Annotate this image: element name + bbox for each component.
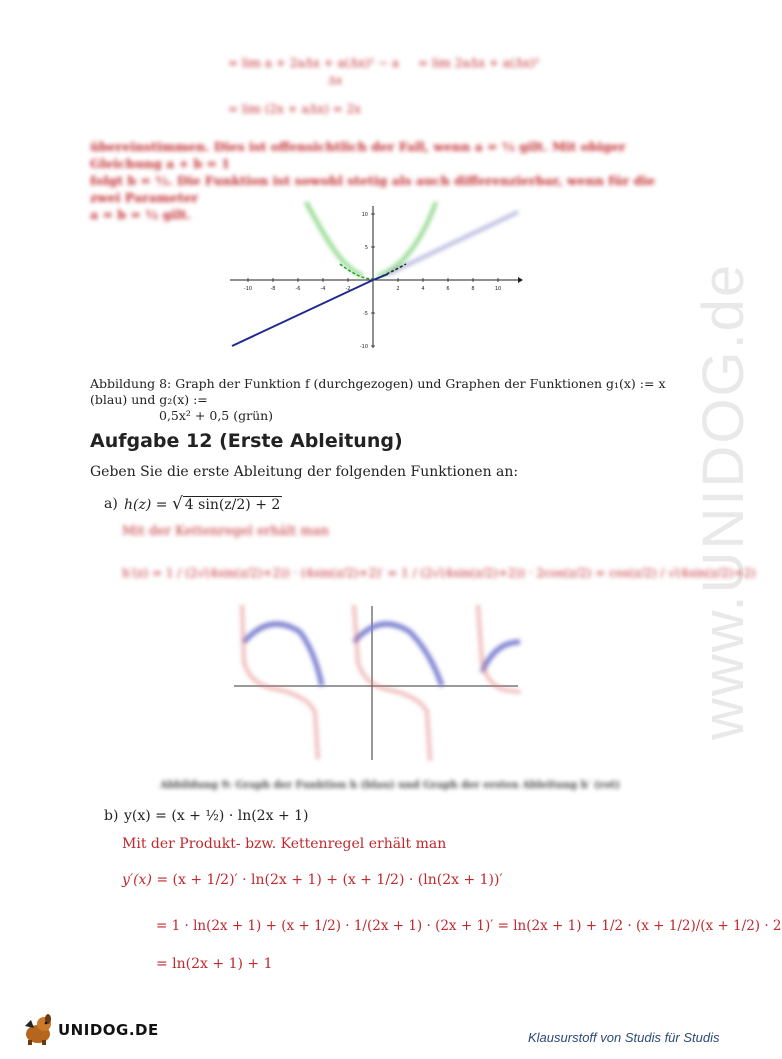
part-a-label: a) — [104, 496, 118, 512]
dog-icon — [22, 1014, 56, 1046]
x-tick-label: -10 — [243, 286, 253, 292]
x-axis-arrow — [518, 277, 523, 283]
eq1-left: = lim a + 2aΔx + a(Δx)² − a — [228, 56, 400, 70]
part-b-line1 — [122, 872, 503, 888]
part-b-function: y(x) = (x + ½) · ln(2x + 1) — [124, 808, 309, 824]
footer-tagline: Klausurstoff von Studis für Studis — [528, 1030, 720, 1045]
y-tick-label: 5 — [364, 245, 368, 251]
footer-logo — [22, 1014, 159, 1046]
blue-line — [232, 274, 388, 346]
para-line-2: folgt b = ½. Die Funktion ist sowohl stetig als auch differenzierbar, wenn für die zwei Parameter — [90, 173, 656, 205]
x-tick-label: -8 — [270, 286, 276, 292]
part-b-label: b) — [104, 808, 119, 824]
green-parabola-left — [306, 202, 363, 276]
x-tick-label: -4 — [320, 286, 326, 292]
part-a-lhs: h(z) = — [124, 497, 172, 513]
section-title: Aufgabe 12 (Erste Ableitung) — [90, 430, 403, 452]
x-tick-label: 4 — [421, 286, 425, 292]
blue-arc-3 — [482, 642, 520, 672]
section-intro: Geben Sie die erste Ableitung der folgenden Funktionen an: — [90, 464, 519, 480]
red-curve-1 — [242, 606, 318, 760]
watermark: www.UNIDOG.de — [691, 262, 756, 740]
figure8-plot — [228, 198, 523, 350]
eq1-right: = lim 2aΔx + a(Δx)² — [418, 56, 540, 70]
x-tick-label: 8 — [471, 286, 475, 292]
part-b-intro: Mit der Produkt- bzw. Kettenregel erhält man — [122, 836, 447, 852]
part-b-line3: = ln(2x + 1) + 1 — [156, 956, 273, 972]
part-a-blurred-text: Mit der Kettenregel erhält man — [122, 524, 329, 539]
blurred-curves — [306, 202, 518, 276]
eq1-den: Δx — [328, 74, 343, 87]
part-b-line1-rhs: (x + 1/2)′ · ln(2x + 1) + (x + 1/2) · (ln(2x + 1))′ — [172, 872, 503, 888]
y-tick-label: -10 — [359, 344, 368, 350]
figure8-caption-line1: Abbildung 8: Graph der Funktion f (durchgezogen) und Graphen der Funktionen g₁(x) := x (blau) und g₂(x) := — [90, 376, 666, 407]
part-a-radicand: 4 sin(z/2) + 2 — [184, 497, 281, 513]
footer-logo-text: UNIDOG.DE — [58, 1021, 159, 1039]
part-b-line2: = 1 · ln(2x + 1) + (x + 1/2) · 1/(2x + 1) · (2x + 1)′ = ln(2x + 1) + 1/2 · (x + 1/2)/(x + 1/2) · 2 — [156, 918, 782, 934]
x-tick-label: -2 — [345, 286, 351, 292]
figure9-caption: Abbildung 9: Graph der Funktion h (blau) und Graph der ersten Ableitung h′ (rot) — [160, 780, 620, 791]
figure8-caption-line2: 0,5x² + 0,5 (grün) — [159, 408, 274, 423]
x-tick-label: 10 — [494, 286, 502, 292]
sqrt-sign: √ — [171, 494, 183, 514]
figure8-caption — [90, 376, 670, 424]
x-tick-label: -6 — [295, 286, 301, 292]
x-tick-label: 6 — [446, 286, 450, 292]
para-line-3: a = b = ½ gilt. — [90, 207, 191, 222]
figure9-plot — [230, 602, 522, 764]
y-tick-label: -5 — [363, 311, 368, 317]
x-tick-label: 2 — [396, 286, 400, 292]
blurred-curves — [242, 606, 520, 760]
eq2: = lim (2x + aΔx) = 2x — [228, 102, 361, 116]
y-tick-label: 10 — [361, 212, 368, 218]
para-line-1: übereinstimmen. Dies ist offensichtlich der Fall, wenn a = ½ gilt. Mit obiger Gleichung a + b = 1 — [90, 139, 626, 171]
part-a-blurred-equation: h′(z) = 1 / (2√(4sin(z/2)+2)) · (4sin(z/2)+2)′ = 1 / (2√(4sin(z/2)+2)) · 2cos(z/2) = cos(z/2) / √(4sin(z/2)+2) — [122, 566, 756, 580]
blue-line-faded — [388, 212, 518, 274]
part-b-line1-lhs: y′(x) = — [122, 872, 173, 888]
blue-arc-1 — [244, 624, 322, 686]
part-a-function — [124, 494, 282, 514]
